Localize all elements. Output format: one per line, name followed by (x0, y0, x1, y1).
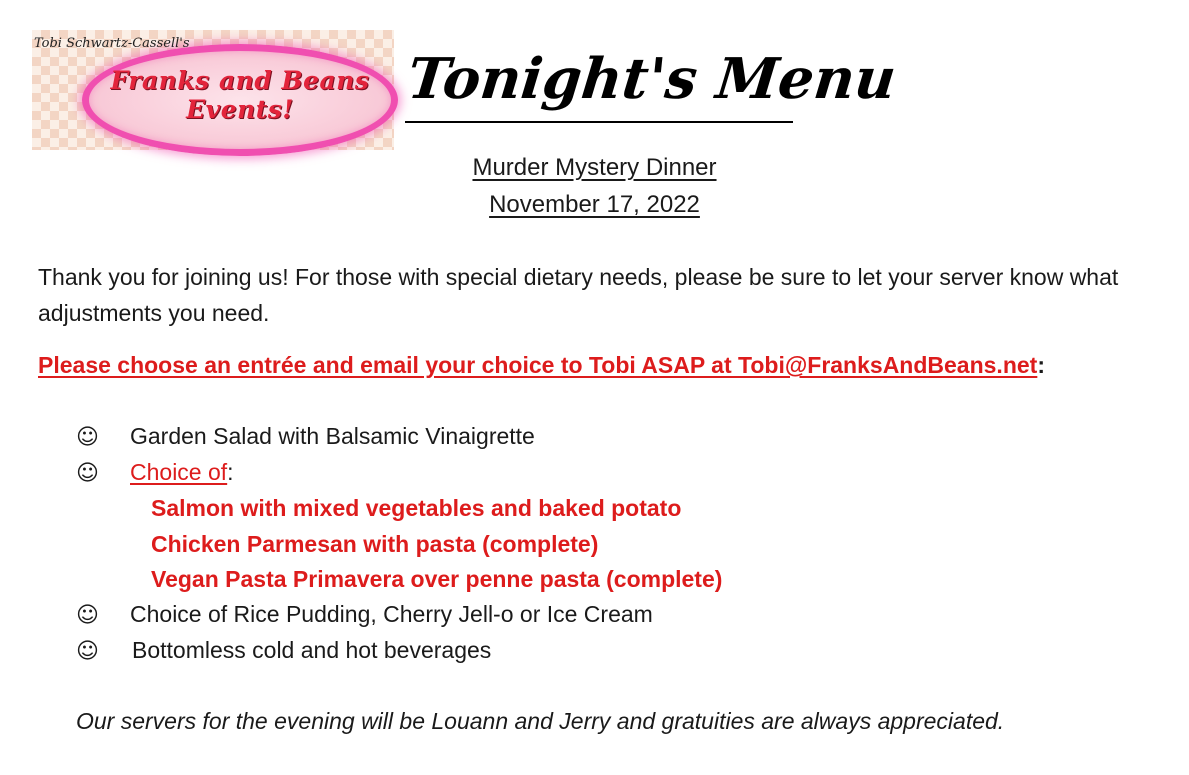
menu-item-label: Choice of Rice Pudding, Cherry Jell-o or Ice Cream (130, 601, 653, 627)
menu-item-label: Bottomless cold and hot beverages (132, 637, 492, 663)
page-title: Tonight's Menu (404, 46, 900, 112)
title-underline (405, 121, 793, 123)
smiley-icon: ☺ (76, 425, 99, 450)
entree-request-text: Please choose an entrée and email your choice to Tobi ASAP at Tobi@FranksAndBeans.net (38, 352, 1038, 378)
logo-oval (82, 44, 398, 156)
entree-option: Chicken Parmesan with pasta (complete) (151, 531, 599, 557)
logo-title-line1: Franks and Beans (110, 66, 370, 95)
entree-option: Vegan Pasta Primavera over penne pasta (complete) (151, 566, 723, 592)
choice-of-colon: : (227, 459, 234, 485)
entree-request (38, 347, 1045, 383)
menu-item-salad (76, 418, 535, 454)
event-name-text: Murder Mystery Dinner (472, 154, 717, 181)
entree-option: Salmon with mixed vegetables and baked potato (151, 495, 682, 521)
menu-item-label: Garden Salad with Balsamic Vinaigrette (130, 423, 535, 449)
menu-item-beverages (76, 632, 491, 668)
smiley-icon: ☺ (76, 461, 99, 486)
smiley-icon: ☺ (76, 639, 99, 664)
entree-request-colon: : (1037, 352, 1045, 378)
logo-byline: Tobi Schwartz-Cassell's (34, 36, 190, 51)
logo (32, 30, 394, 150)
servers-note: Our servers for the evening will be Louann and Jerry and gratuities are always appreciated. (76, 708, 1005, 734)
logo-title-line2: Events! (186, 95, 294, 124)
menu-item-choice (76, 454, 234, 490)
event-date (0, 190, 1189, 220)
smiley-icon: ☺ (76, 603, 99, 628)
event-name (0, 153, 1189, 183)
event-date-text: November 17, 2022 (489, 191, 700, 218)
choice-of-label: Choice of (130, 459, 228, 485)
menu-item-dessert (76, 596, 653, 632)
intro-paragraph: Thank you for joining us! For those with special dietary needs, please be sure to let your server know what adjustments you need. (38, 264, 1119, 326)
